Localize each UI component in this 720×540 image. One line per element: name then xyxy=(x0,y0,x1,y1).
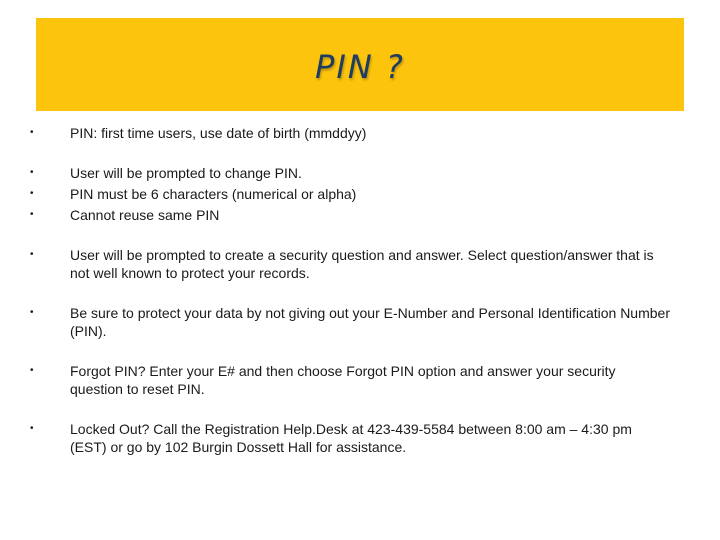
bullet-text: PIN must be 6 characters (numerical or alpha) xyxy=(70,186,357,202)
bullet-dot: • xyxy=(30,423,34,434)
bullet-item xyxy=(30,206,670,224)
bullet-dot: • xyxy=(30,307,34,318)
bullet-item xyxy=(30,304,670,340)
bullet-item xyxy=(30,185,670,203)
bullet-text: Cannot reuse same PIN xyxy=(70,207,220,223)
bullet-dot: • xyxy=(30,127,34,138)
bullet-text: User will be prompted to change PIN. xyxy=(70,165,302,181)
slide-title: PIN ? xyxy=(315,47,405,86)
bullet-text: User will be prompted to create a security question and answer. Select question/answer that is not well known to protect your records. xyxy=(70,247,654,281)
bullet-item xyxy=(30,246,670,282)
bullet-item xyxy=(30,164,670,182)
title-banner xyxy=(36,18,684,111)
bullet-text: Locked Out? Call the Registration Help.Desk at 423-439-5584 between 8:00 am – 4:30 pm (EST) or go by 102 Burgin Dossett Hall for assistance. xyxy=(70,421,632,455)
bullet-dot: • xyxy=(30,209,34,220)
bullet-list xyxy=(30,124,670,456)
bullet-item xyxy=(30,124,670,142)
bullet-dot: • xyxy=(30,249,34,260)
bullet-dot: • xyxy=(30,365,34,376)
bullet-text: Forgot PIN? Enter your E# and then choose Forgot PIN option and answer your security question to reset PIN. xyxy=(70,363,616,397)
bullet-text: Be sure to protect your data by not giving out your E-Number and Personal Identification Number (PIN). xyxy=(70,305,670,339)
bullet-dot: • xyxy=(30,167,34,178)
bullet-text: PIN: first time users, use date of birth (mmddyy) xyxy=(70,125,367,141)
bullet-item xyxy=(30,362,670,398)
bullet-item xyxy=(30,420,670,456)
bullet-dot: • xyxy=(30,188,34,199)
